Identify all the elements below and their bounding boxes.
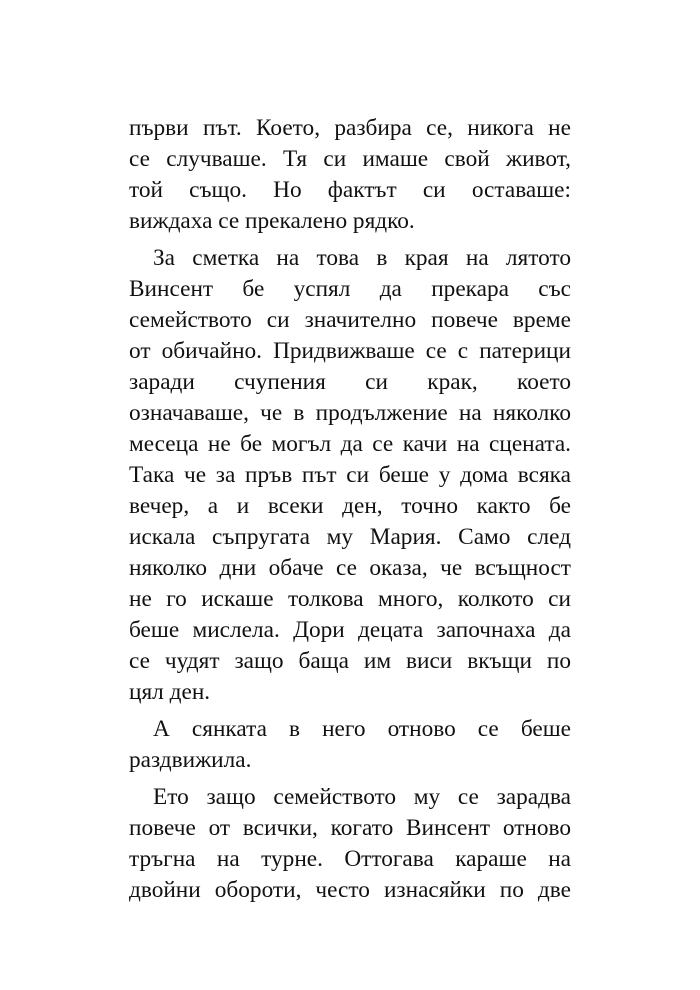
- text-line: от обичайно. Придвижваше се с патерици: [129, 338, 571, 364]
- text-line: се случваше. Тя си имаше свой живот,: [129, 146, 571, 172]
- text-line: означаваше, че в продължение на няколко: [129, 400, 571, 426]
- text-line: няколко дни обаче се оказа, че всъщност: [129, 555, 571, 581]
- text-line: цял ден.: [129, 679, 211, 705]
- paragraph-1: [129, 113, 571, 237]
- text-line: беше мислела. Дори децата започнаха да: [129, 617, 571, 643]
- text-line: той също. Но фактът си оставаше:: [129, 177, 571, 203]
- paragraph-3: [129, 714, 571, 776]
- page-body-text: [129, 113, 571, 906]
- text-line: тръгна на турне. Оттогава караше на: [129, 846, 571, 872]
- text-line: А сянката в него отново се беше: [153, 716, 571, 742]
- paragraph-4: [129, 782, 571, 906]
- text-line: не го искаше толкова много, колкото си: [129, 586, 571, 612]
- text-line: семейството си значително повече време: [129, 307, 571, 333]
- text-line: месеца не бе могъл да се качи на сцената.: [129, 431, 571, 457]
- text-line: искала съпругата му Мария. Само след: [129, 524, 571, 550]
- text-line: За сметка на това в края на лятото: [153, 245, 571, 271]
- text-line: двойни обороти, често изнасяйки по две: [129, 877, 571, 903]
- text-line: Така че за пръв път си беше у дома всяка: [129, 462, 571, 488]
- text-line: Ето защо семейството му се зарадва: [153, 784, 571, 810]
- text-line: вечер, а и всеки ден, точно както бе: [129, 493, 571, 519]
- text-line: повече от всички, когато Винсент отново: [129, 815, 571, 841]
- text-line: се чудят защо баща им виси вкъщи по: [129, 648, 571, 674]
- text-line: раздвижила.: [129, 747, 252, 773]
- text-line: виждаха се прекалено рядко.: [129, 208, 415, 234]
- text-line: Винсент бе успял да прекара със: [129, 276, 571, 302]
- paragraph-2: [129, 243, 571, 708]
- text-line: заради счупения си крак, което: [129, 369, 571, 395]
- text-line: първи път. Което, разбира се, никога не: [129, 115, 571, 141]
